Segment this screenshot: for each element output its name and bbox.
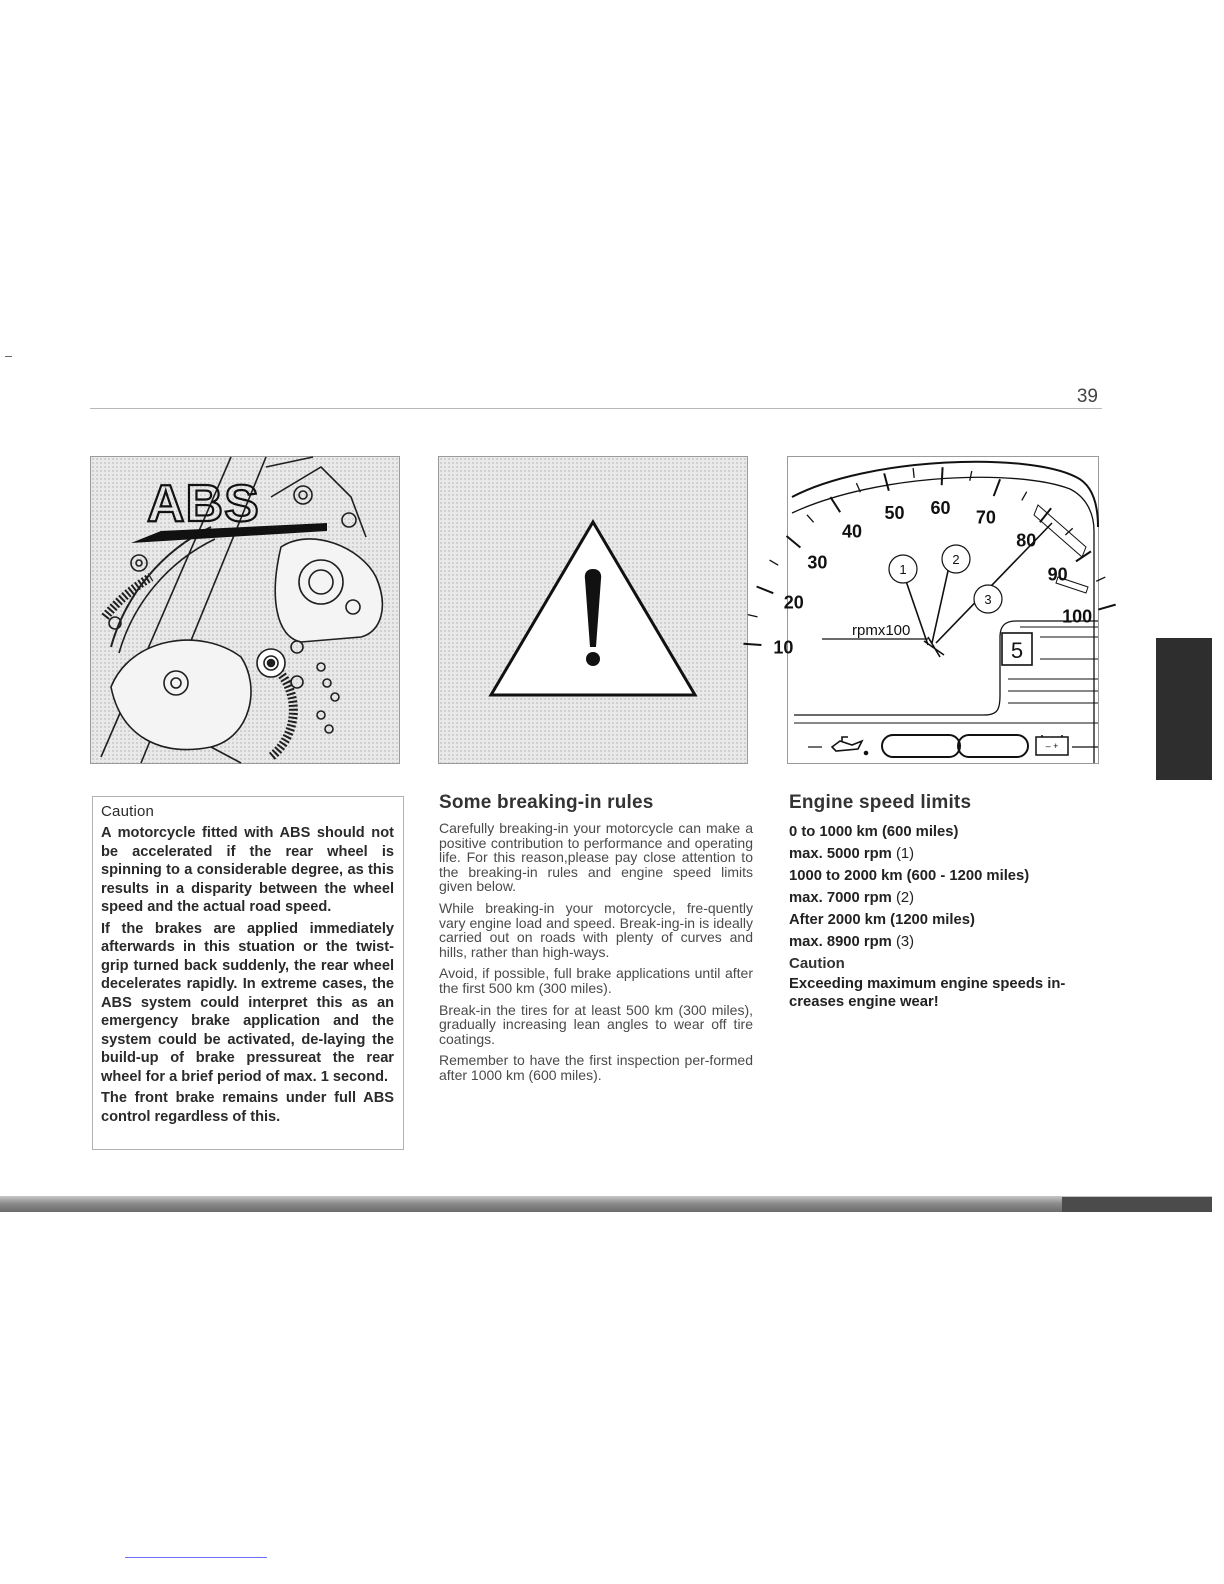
warning-triangle-illustration bbox=[438, 456, 748, 764]
breaking-in-paragraph: While breaking-in your motorcycle, fre-quently vary engine load and speed. Break-ing-in is ideally carried out on roads with plenty of curves and hills, rather than high-ways. bbox=[439, 899, 753, 960]
gear-display: 5 bbox=[1010, 638, 1024, 663]
abs-caution-box bbox=[92, 796, 404, 1150]
tacho-major-tick bbox=[743, 644, 761, 645]
tacho-minor-tick bbox=[1022, 492, 1027, 501]
oil-pressure-icon bbox=[832, 737, 868, 755]
battery-symbols: – + bbox=[1045, 741, 1059, 751]
battery-icon bbox=[1036, 735, 1068, 755]
margin-tick bbox=[5, 356, 12, 357]
tacho-scale-label: 90 bbox=[1047, 564, 1068, 585]
tacho-minor-tick bbox=[807, 515, 814, 522]
breaking-in-paragraph: Break-in the tires for at least 500 km (300 miles), gradually increasing lean angles to wear off tire coatings. bbox=[439, 1001, 753, 1047]
tacho-scale-label: 20 bbox=[783, 592, 804, 613]
engine-speed-limits-section bbox=[789, 792, 1103, 1011]
rpm-marker-label: 2 bbox=[952, 552, 960, 567]
breaking-in-section bbox=[439, 792, 753, 1090]
limit-range-3: After 2000 km (1200 miles) bbox=[789, 912, 975, 928]
tacho-major-tick bbox=[787, 536, 801, 547]
tacho-major-tick bbox=[757, 587, 774, 594]
limit-range-2: 1000 to 2000 km (600 - 1200 miles) bbox=[789, 868, 1030, 884]
breaking-in-paragraph: Remember to have the first inspection per-formed after 1000 km (600 miles). bbox=[439, 1052, 753, 1083]
rpm-marker-label: 1 bbox=[899, 562, 907, 577]
tacho-major-tick bbox=[1098, 605, 1115, 610]
page-number: 39 bbox=[1076, 386, 1098, 407]
caution-paragraph: A motorcycle fitted with ABS should not be accelerated if the rear wheel is spinning to a considerable degree, as this results in a disparity between the wheel speed and the actual road speed. bbox=[101, 825, 394, 915]
caution-paragraph: The front brake remains under full ABS control regardless of this. bbox=[101, 1090, 394, 1125]
tacho-minor-tick bbox=[748, 615, 758, 617]
tacho-major-tick bbox=[994, 479, 1000, 496]
abs-brake-drawing bbox=[91, 457, 399, 763]
caution-label: Caution bbox=[101, 803, 155, 820]
indicator-lamp-left bbox=[882, 735, 960, 757]
tacho-unit-label: rpmx100 bbox=[852, 622, 911, 639]
tacho-major-tick bbox=[942, 467, 943, 485]
indicator-lamp-right bbox=[958, 735, 1028, 757]
engine-caution-label: Caution bbox=[789, 955, 845, 972]
header-rule bbox=[90, 408, 1102, 409]
caution-paragraph: If the brakes are applied immediately afterwards in this stuation or the twist-grip turned back suddenly, the rear wheel decelerates rapidly. In extreme cases, the ABS system could interpret this as an emergency brake application and the system could be activated, de-laying the build-up of brake pressureat the rear wheel for a brief period of max. 1 second. bbox=[101, 920, 394, 1085]
bottom-link-underline bbox=[125, 1557, 267, 1558]
tacho-scale-label: 60 bbox=[930, 498, 951, 519]
breaking-in-paragraph: Carefully breaking-in your motorcycle can make a positive contribution to performance and operating life. For this reason,please pay close attention to the breaking-in rules and engine speed limits given below. bbox=[439, 820, 753, 895]
tacho-scale-label: 70 bbox=[975, 507, 996, 528]
tacho-scale-label: 100 bbox=[1062, 606, 1093, 627]
tacho-scale-label: 40 bbox=[842, 521, 863, 542]
chapter-tab bbox=[1156, 638, 1212, 780]
engine-caution-text: Exceeding maximum engine speeds in-creases engine wear! bbox=[789, 976, 1066, 1010]
limit-rpm-2: max. 7000 rpm (2) bbox=[789, 890, 915, 906]
abs-brake-illustration bbox=[90, 456, 400, 764]
rpm-marker-label: 3 bbox=[984, 592, 992, 607]
tacho-minor-tick bbox=[970, 471, 972, 481]
tacho-major-tick bbox=[830, 497, 840, 512]
breaking-in-paragraph: Avoid, if possible, full brake applications until after the first 500 km (300 miles). bbox=[439, 965, 753, 996]
breaking-in-title: Some breaking-in rules bbox=[439, 792, 654, 813]
tacho-minor-tick bbox=[913, 468, 914, 478]
limit-rpm-3: max. 8900 rpm (3) bbox=[789, 934, 915, 950]
page-bottom-band bbox=[0, 1196, 1212, 1212]
tachometer-illustration bbox=[773, 456, 1099, 764]
tacho-scale-label: 50 bbox=[884, 503, 905, 524]
tacho-scale-label: 10 bbox=[773, 637, 794, 658]
engine-limits-title: Engine speed limits bbox=[789, 792, 972, 813]
limit-rpm-1: max. 5000 rpm (1) bbox=[789, 846, 915, 862]
limit-range-1: 0 to 1000 km (600 miles) bbox=[789, 824, 959, 840]
page-bottom-dark-strip bbox=[1062, 1197, 1212, 1212]
tacho-major-tick bbox=[884, 473, 889, 490]
abs-logo: ABS bbox=[147, 475, 260, 533]
tacho-scale-label: 80 bbox=[1016, 530, 1037, 551]
tacho-scale-label: 30 bbox=[807, 552, 828, 573]
tacho-minor-tick bbox=[770, 560, 779, 565]
tacho-minor-tick bbox=[1096, 577, 1105, 581]
